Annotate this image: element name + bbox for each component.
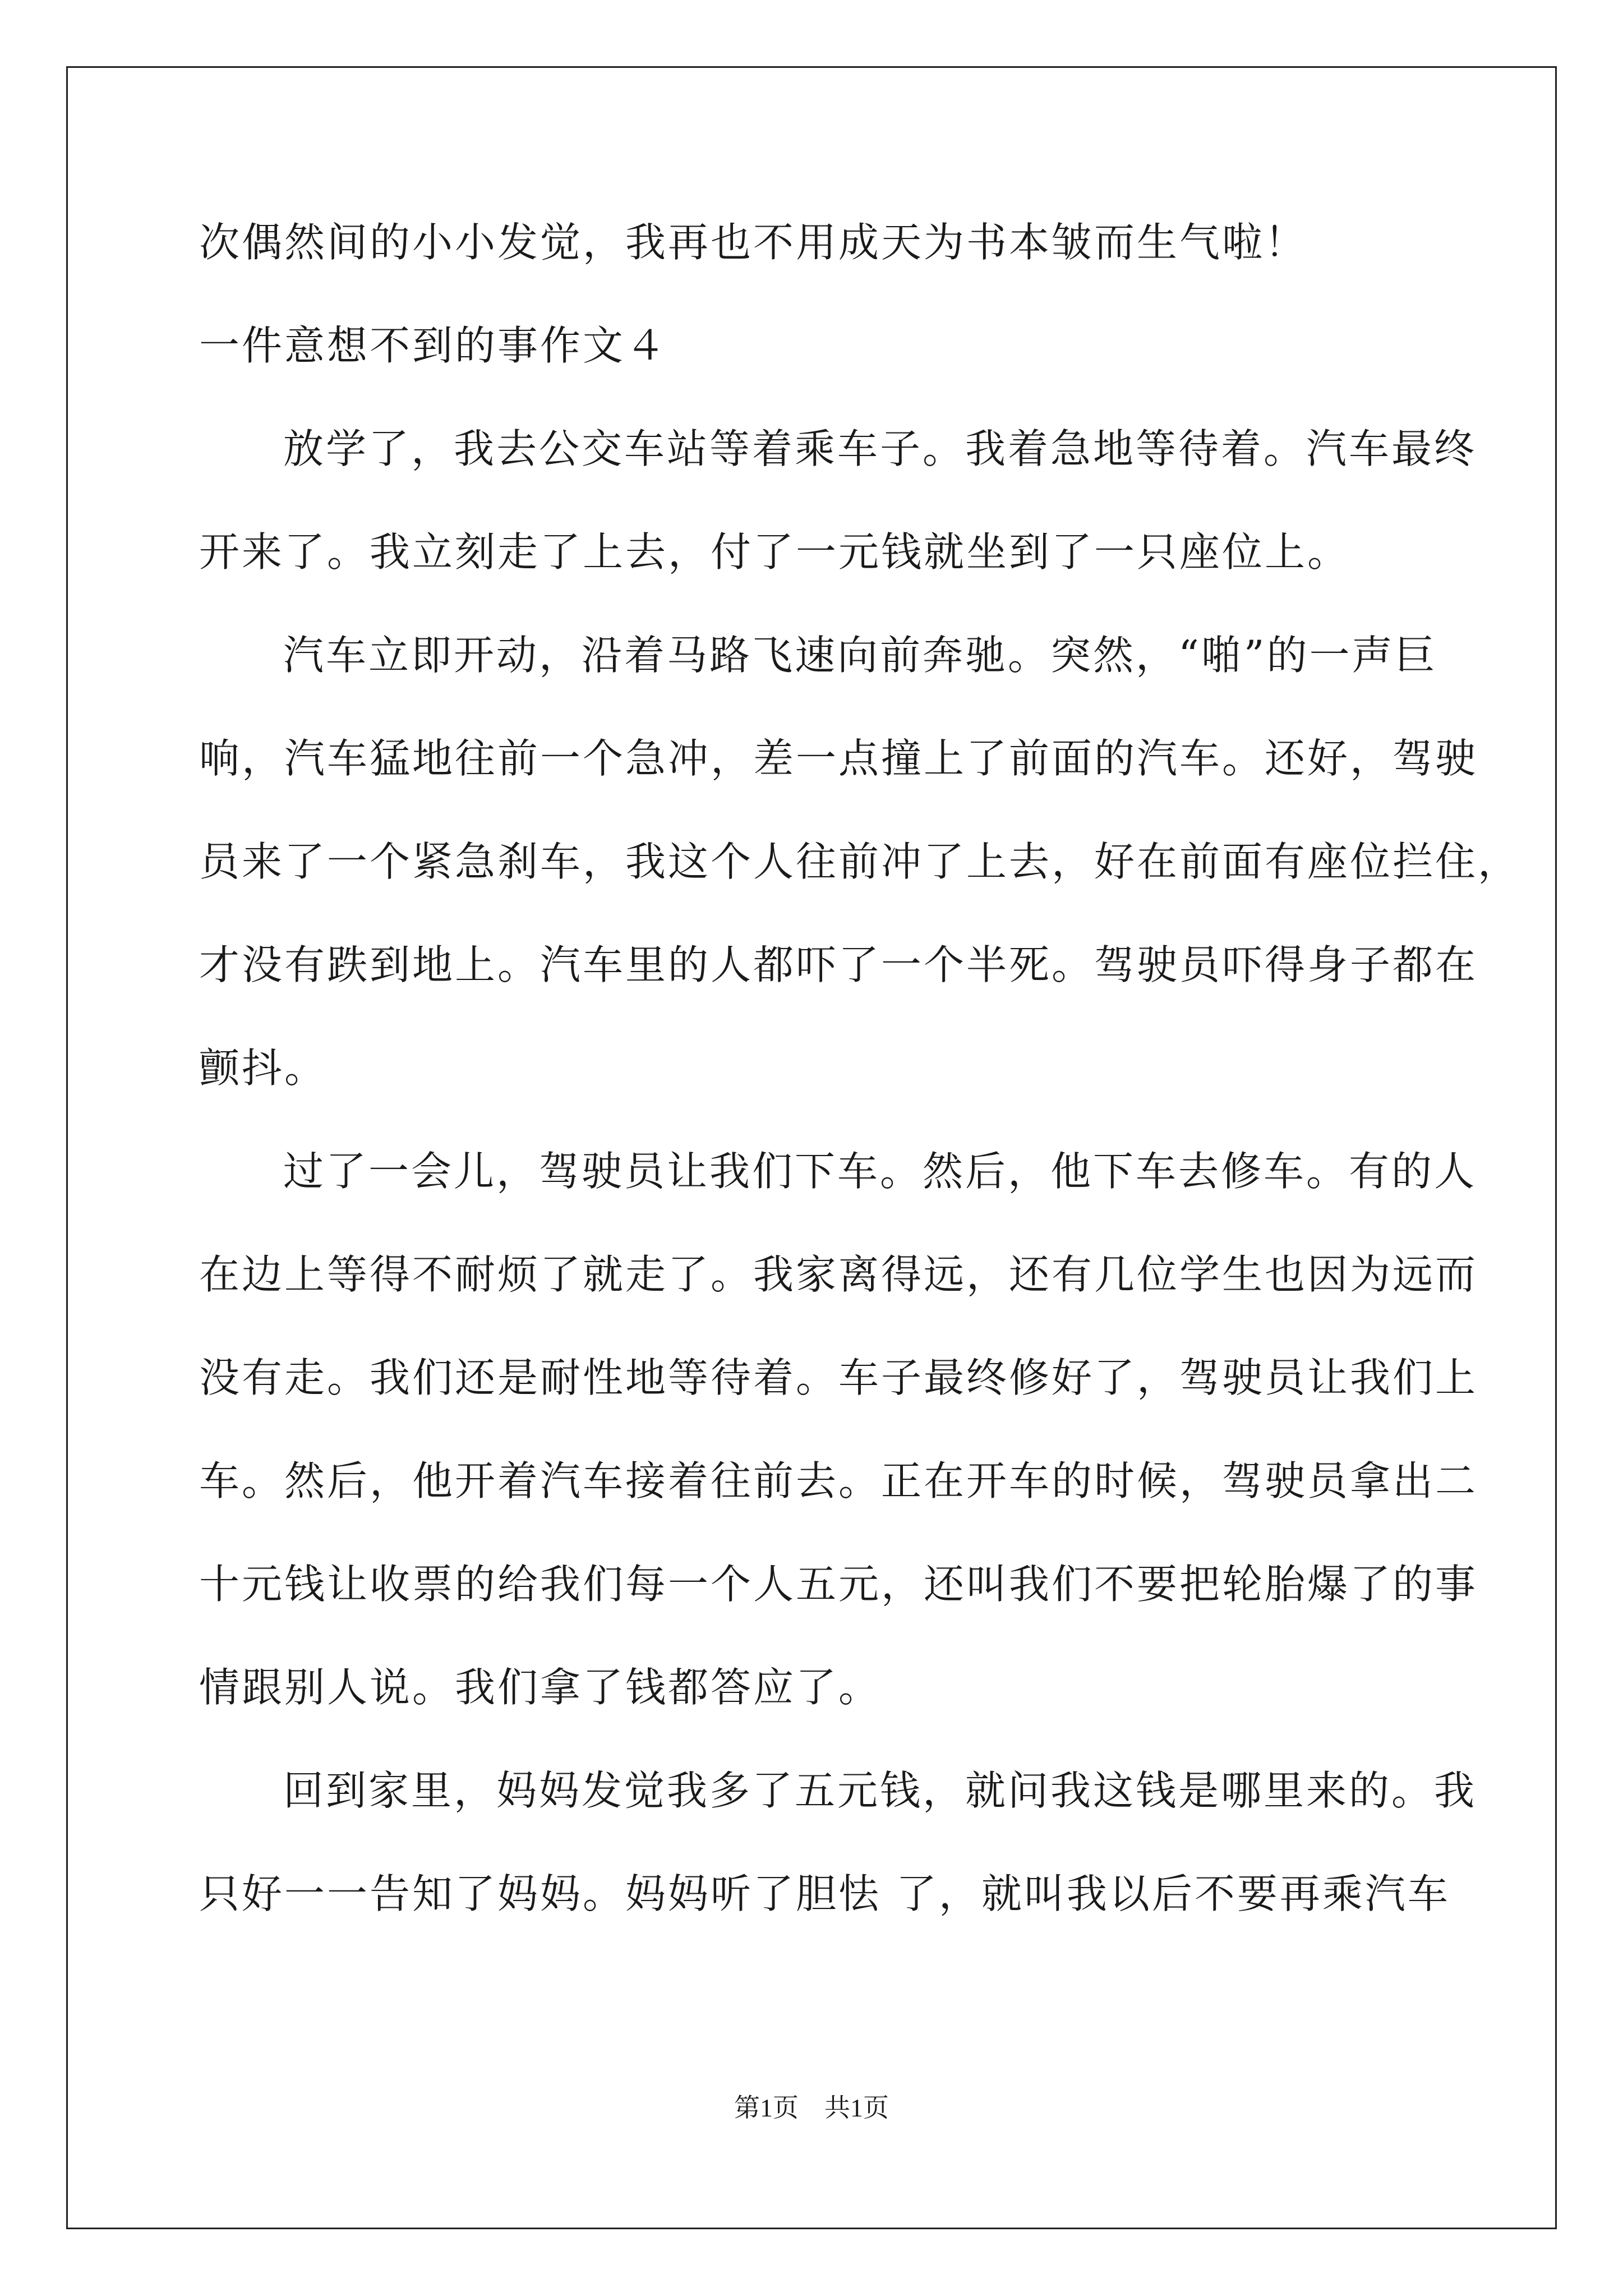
text-line: 放学了，我去公交车站等着乘车子。我着急地等待着。汽车最终 <box>283 425 1477 472</box>
text-line: 过了一会儿，驾驶员让我们下车。然后，他下车去修车。有的人 <box>283 1148 1477 1195</box>
section-heading: 一件意想不到的事作文４ <box>199 322 668 369</box>
text-line: 颤抖。 <box>199 1045 328 1092</box>
text-line: 汽车立即开动，沿着马路飞速向前奔驰。突然，“啪”的一声巨 <box>283 632 1437 679</box>
page-footer: 第1页 共1页 <box>734 2093 889 2122</box>
text-line: 开来了。我立刻走了上去，付了一元钱就坐到了一只座位上。 <box>199 528 1350 576</box>
text-line: 响，汽车猛地往前一个急冲，差一点撞上了前面的汽车。还好，驾驶 <box>199 735 1478 782</box>
text-line: 车。然后，他开着汽车接着往前去。正在开车的时候，驾驶员拿出二 <box>199 1457 1478 1504</box>
text-line: 次偶然间的小小发觉，我再也不用成天为书本皱而生气啦！ <box>199 219 1308 266</box>
text-line: 十元钱让收票的给我们每一个人五元，还叫我们不要把轮胎爆了的事 <box>199 1561 1478 1608</box>
text-line: 在边上等得不耐烦了就走了。我家离得远，还有几位学生也因为远而 <box>199 1251 1478 1298</box>
text-line: 才没有跌到地上。汽车里的人都吓了一个半死。驾驶员吓得身子都在 <box>199 941 1478 988</box>
text-line: 回到家里，妈妈发觉我多了五元钱，就问我这钱是哪里来的。我 <box>283 1767 1477 1814</box>
text-line: 只好一一告知了妈妈。妈妈听了胆怯 了，就叫我以后不要再乘汽车 <box>199 1870 1450 1917</box>
text-line: 员来了一个紧急刹车，我这个人往前冲了上去，好在前面有座位拦住， <box>199 838 1521 885</box>
text-line: 情跟别人说。我们拿了钱都答应了。 <box>199 1664 882 1711</box>
text-line: 没有走。我们还是耐性地等待着。车子最终修好了，驾驶员让我们上 <box>199 1354 1478 1401</box>
